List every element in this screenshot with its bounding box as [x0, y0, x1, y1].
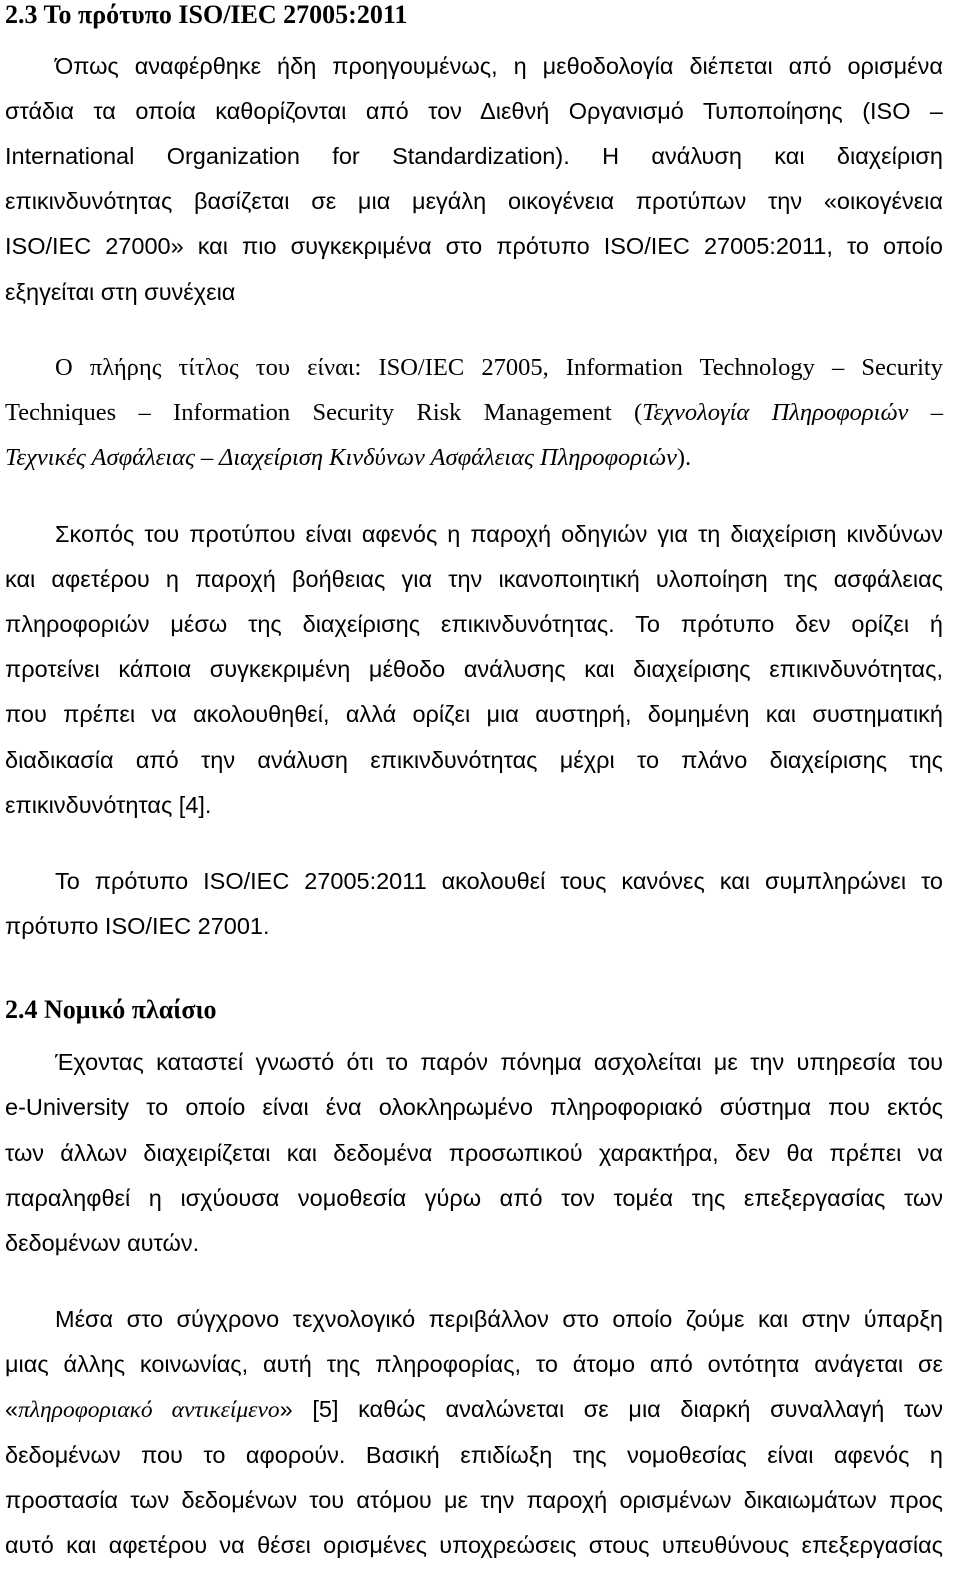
text-line: προτείνει κάποια συγκεκριμένη μέθοδο ανάλυσης και διαχείρισης επικινδυνότητας,: [5, 656, 943, 682]
text-span: » [5] καθώς αναλώνεται σε μια διαρκή συναλλαγή των: [279, 1396, 944, 1422]
text-line: [5, 1394, 943, 1424]
text-line: Το πρότυπο ISO/IEC 27005:2011 ακολουθεί τους κανόνες και συμπληρώνει το: [55, 868, 943, 894]
section-heading-2-4: 2.4 Νομικό πλαίσιο: [5, 995, 217, 1024]
text-line: αυτό και αφετέρου να θέσει ορισμένες υποχρεώσεις στους υπευθύνους επεξεργασίας: [5, 1532, 943, 1558]
text-line: προστασία των δεδομένων του ατόμου με την παροχή ορισμένων δικαιωμάτων προς: [5, 1487, 943, 1513]
text-line: επικινδυνότητας βασίζεται σε μια μεγάλη οικογένεια προτύπων την «οικογένεια: [5, 188, 943, 214]
text-span: Techniques – Information Security Risk Management (: [5, 399, 643, 426]
text-line: πρότυπο ISO/IEC 27001.: [5, 913, 270, 939]
text-line: [5, 398, 943, 428]
text-line: International Organization for Standardization). Η ανάλυση και διαχείριση: [5, 143, 943, 169]
text-span: ).: [676, 444, 692, 471]
text-line: των άλλων διαχειρίζεται και δεδομένα προσωπικού χαρακτήρα, δεν θα πρέπει να: [5, 1140, 943, 1166]
text-line: δεδομένων που το αφορούν. Βασική επιδίωξη της νομοθεσίας είναι αφενός η: [5, 1442, 943, 1468]
italic-title-start: Τεχνολογία Πληροφοριών –: [642, 399, 944, 426]
text-line: πληροφοριών μέσω της διαχείρισης επικινδυνότητας. Το πρότυπο δεν ορίζει ή: [5, 611, 943, 637]
italic-term: πληροφοριακό αντικείμενο: [18, 1397, 280, 1423]
text-line: διαδικασία από την ανάλυση επικινδυνότητας μέχρι το πλάνο διαχείρισης της: [5, 747, 943, 773]
text-line: e-University το οποίο είναι ένα ολοκληρωμένο πληροφοριακό σύστημα που εκτός: [5, 1094, 943, 1120]
text-line: ISO/IEC 27000» και πιο συγκεκριμένα στο πρότυπο ISO/IEC 27005:2011, το οποίο: [5, 233, 943, 259]
text-line: [5, 443, 943, 473]
text-line: εξηγείται στη συνέχεια: [5, 279, 236, 305]
text-line: που πρέπει να ακολουθηθεί, αλλά ορίζει μια αυστηρή, δομημένη και συστηματική: [5, 701, 943, 727]
text-line: Έχοντας καταστεί γνωστό ότι το παρόν πόνημα ασχολείται με την υπηρεσία του: [55, 1049, 943, 1075]
text-line: Ο πλήρης τίτλος του είναι: ISO/IEC 27005, Information Technology – Security: [55, 354, 943, 381]
text-line: στάδια τα οποία καθορίζονται από τον Διεθνή Οργανισμό Τυποποίησης (ISO –: [5, 98, 943, 124]
text-line: δεδομένων αυτών.: [5, 1230, 200, 1256]
italic-title-end: Τεχνικές Ασφάλειας – Διαχείριση Κινδύνων Ασφάλειας Πληροφοριών: [5, 444, 677, 471]
text-line: Σκοπός του προτύπου είναι αφενός η παροχή οδηγιών για τη διαχείριση κινδύνων: [55, 521, 943, 547]
text-span: «: [5, 1396, 19, 1422]
text-line: Όπως αναφέρθηκε ήδη προηγουμένως, η μεθοδολογία διέπεται από ορισμένα: [55, 53, 943, 79]
section-heading-2-3: 2.3 Το πρότυπο ISO/IEC 27005:2011: [5, 0, 408, 29]
text-line: μιας άλλης κοινωνίας, αυτή της πληροφορίας, το άτομο από οντότητα ανάγεται σε: [5, 1351, 943, 1377]
text-line: παραληφθεί η ισχύουσα νομοθεσία γύρω από τον τομέα της επεξεργασίας των: [5, 1185, 943, 1211]
text-line: επικινδυνότητας [4].: [5, 792, 212, 818]
text-line: Μέσα στο σύγχρονο τεχνολογικό περιβάλλον στο οποίο ζούμε και στην ύπαρξη: [55, 1306, 943, 1332]
text-line: και αφετέρου η παροχή βοήθειας για την ικανοποιητική υλοποίηση της ασφάλειας: [5, 566, 943, 592]
